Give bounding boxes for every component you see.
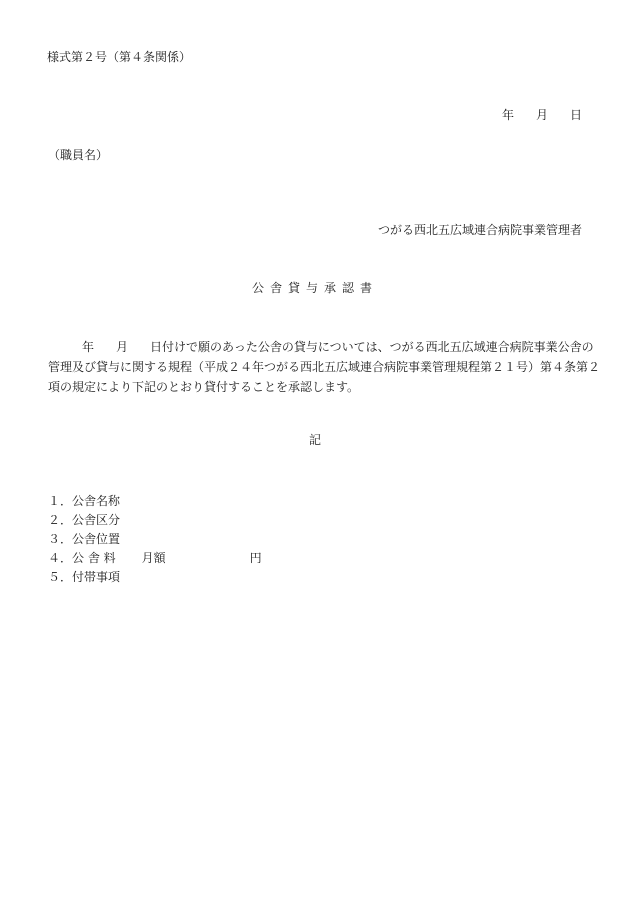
- date-month: 月: [535, 108, 548, 122]
- monthly-amount-label: 月額: [141, 551, 166, 565]
- body-line-1: [48, 337, 594, 357]
- item-number: １．: [48, 494, 73, 508]
- ki-heading: 記: [308, 433, 321, 447]
- list-item: [48, 530, 262, 549]
- body-line-1-text: 日付けで願のあった公舎の貸与については、つがる西北五広域連合病院事業公舎の: [150, 340, 594, 354]
- staff-name: （職員名）: [48, 148, 109, 162]
- list-item: [48, 568, 262, 587]
- body-line-2: 管理及び貸与に関する規程（平成２４年つがる西北五広域連合病院事業管理規程第２１号）第４条第２: [48, 360, 601, 374]
- item-label: 公 舎 料: [72, 551, 116, 565]
- body-month: 月: [116, 340, 129, 354]
- body-paragraph: [48, 337, 601, 397]
- date-line: [502, 109, 582, 121]
- date-year: 年: [501, 108, 514, 122]
- item-label: 付帯事項: [72, 570, 121, 584]
- item-number: ２．: [48, 513, 73, 527]
- item-number: ３．: [48, 532, 73, 546]
- item-label: 公舎位置: [72, 532, 121, 546]
- body-year: 年: [82, 340, 95, 354]
- date-day: 日: [569, 108, 582, 122]
- item-list: [48, 492, 262, 587]
- item-label: 公舎名称: [72, 494, 121, 508]
- list-item: [48, 492, 262, 511]
- list-item: [48, 549, 262, 568]
- yen-unit: 円: [249, 551, 262, 565]
- document-title: 公舎貸与承認書: [251, 281, 378, 295]
- item-number: ４．: [48, 551, 73, 565]
- item-number: ５．: [48, 570, 73, 584]
- issuer: つがる西北五広域連合病院事業管理者: [377, 223, 582, 237]
- form-number: 様式第２号（第４条関係）: [47, 50, 192, 64]
- item-label: 公舎区分: [72, 513, 121, 527]
- list-item: [48, 511, 262, 530]
- body-line-3: 項の規定により下記のとおり貸付することを承認します。: [48, 380, 360, 394]
